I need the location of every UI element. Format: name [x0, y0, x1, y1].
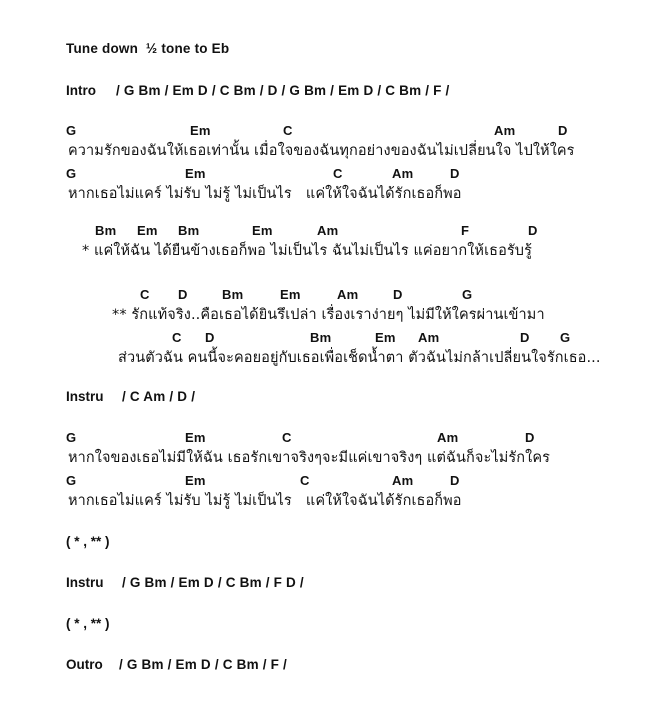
chord: G: [462, 287, 473, 302]
chord: Em: [252, 223, 273, 238]
chord: Em: [185, 430, 206, 445]
chord: Am: [418, 330, 440, 345]
chord: D: [393, 287, 403, 302]
chord: D: [450, 473, 460, 488]
repeat-marker-2: ( * , ** ): [66, 616, 110, 631]
chord: G: [560, 330, 571, 345]
progression-intro: / G Bm / Em D / C Bm / D / G Bm / Em D / C Bm / F /: [116, 83, 450, 98]
chord: C: [172, 330, 182, 345]
section-label-instru-1: Instru: [66, 389, 104, 404]
chord: Em: [185, 166, 206, 181]
lyric-line: ความรักของฉันให้เธอเท่านั้น เมื่อใจของฉันทุกอย่างของฉันไม่เปลี่ยนใจ ไปให้ใคร: [68, 143, 575, 159]
chord: C: [140, 287, 150, 302]
chord: D: [528, 223, 538, 238]
chord: C: [282, 430, 292, 445]
chord: Em: [190, 123, 211, 138]
lyric-line: หากใจของเธอไม่มีให้ฉัน เธอรักเขาจริงๆจะมีแค่เขาจริงๆ แต่ฉันก็จะไม่รักใคร: [68, 450, 551, 466]
chord: Bm: [95, 223, 117, 238]
chord: Am: [494, 123, 516, 138]
chord: Em: [375, 330, 396, 345]
chord: G: [66, 166, 77, 181]
section-label-intro: Intro: [66, 83, 96, 98]
chord: D: [520, 330, 530, 345]
chord: C: [333, 166, 343, 181]
chord: Am: [392, 473, 414, 488]
chord: Am: [337, 287, 359, 302]
chord: C: [283, 123, 293, 138]
progression-instru-2: / G Bm / Em D / C Bm / F D /: [122, 575, 304, 590]
chord: Em: [137, 223, 158, 238]
chord: G: [66, 430, 77, 445]
chord: D: [178, 287, 188, 302]
section-label-outro: Outro: [66, 657, 103, 672]
tuning-note: Tune down ½ tone to Eb: [66, 41, 230, 56]
progression-outro: / G Bm / Em D / C Bm / F /: [119, 657, 287, 672]
lyric-line: หากเธอไม่แคร์ ไม่รับ ไม่รู้ ไม่เป็นไร แค่ให้ใจฉันได้รักเธอก็พอ: [68, 186, 462, 202]
chord: F: [461, 223, 470, 238]
chord: D: [525, 430, 535, 445]
chord: G: [66, 473, 77, 488]
chord: C: [300, 473, 310, 488]
chord: D: [450, 166, 460, 181]
chord: D: [558, 123, 568, 138]
chord: Am: [317, 223, 339, 238]
chord: Am: [392, 166, 414, 181]
chord: Em: [280, 287, 301, 302]
chord: Am: [437, 430, 459, 445]
lyric-line: ** รักแท้จริง..คือเธอได้ยินรึเปล่า เรื่องเราง่ายๆ ไม่มีให้ใครผ่านเข้ามา: [112, 307, 545, 323]
chord: G: [66, 123, 77, 138]
repeat-marker-1: ( * , ** ): [66, 534, 110, 549]
chord: Em: [185, 473, 206, 488]
section-label-instru-2: Instru: [66, 575, 104, 590]
lyric-line: ส่วนตัวฉัน คนนี้จะคอยอยู่กับเธอเพื่อเช็ดน้ำตา ตัวฉันไม่กล้าเปลี่ยนใจรักเธอ...: [118, 350, 601, 366]
chord: Bm: [222, 287, 244, 302]
chord: D: [205, 330, 215, 345]
lyric-line: * แค่ให้ฉัน ได้ยืนข้างเธอก็พอ ไม่เป็นไร ฉันไม่เป็นไร แค่อยากให้เธอรับรู้: [82, 243, 532, 259]
lyric-line: หากเธอไม่แคร์ ไม่รับ ไม่รู้ ไม่เป็นไร แค่ให้ใจฉันได้รักเธอก็พอ: [68, 493, 462, 509]
chord: Bm: [310, 330, 332, 345]
progression-instru-1: / C Am / D /: [122, 389, 196, 404]
chord: Bm: [178, 223, 200, 238]
